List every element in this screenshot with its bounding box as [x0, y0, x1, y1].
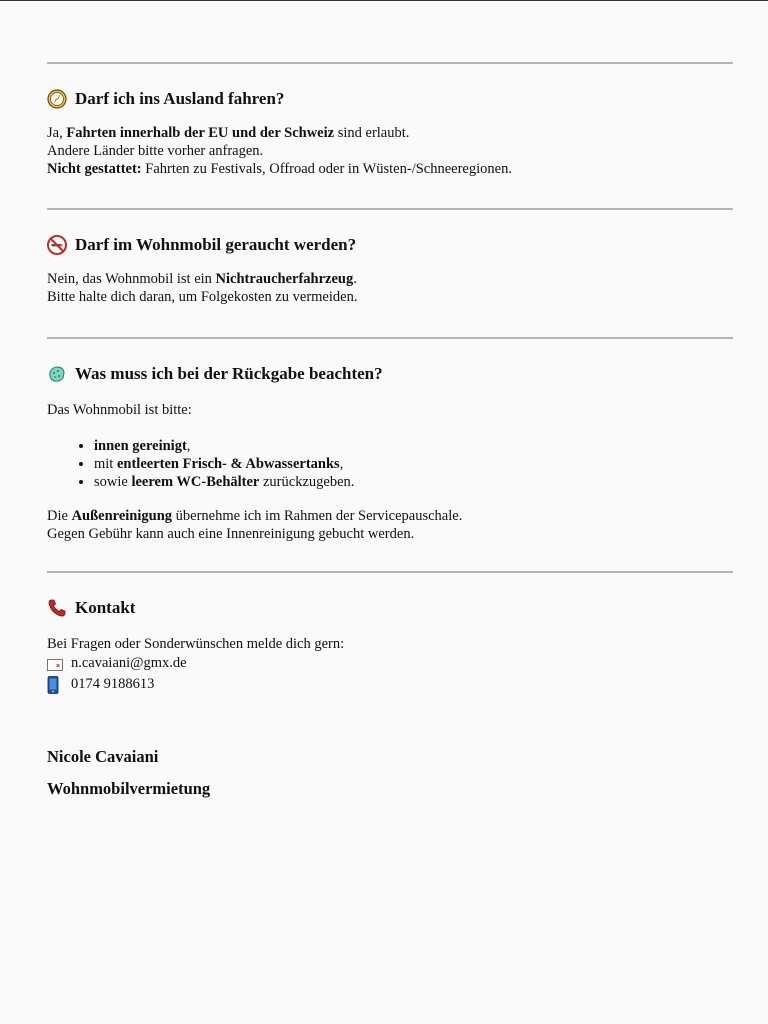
list-item: • sowie leerem WC-Behälter zurückzugeben. — [94, 473, 733, 491]
return-checklist — [47, 437, 733, 491]
paragraph: Nein, das Wohnmobil ist ein Nichtraucherfahrzeug. Bitte halte dich daran, um Folgekosten zu vermeiden. — [47, 271, 358, 305]
email-line — [47, 653, 733, 674]
signature — [47, 748, 733, 798]
paragraph: Die Außenreinigung übernehme ich im Rahmen der Servicepauschale. Gegen Gebühr kann auch eine Innenreinigung gebucht werden. — [47, 508, 463, 542]
section-kontakt — [47, 597, 733, 695]
section-heading — [47, 597, 733, 619]
section-title: Was muss ich bei der Rückgabe beachten? — [75, 364, 383, 383]
section-title: Darf ich ins Ausland fahren? — [75, 89, 285, 108]
compass-icon — [47, 89, 67, 109]
section-title: Darf im Wohnmobil geraucht werden? — [75, 235, 357, 254]
divider — [47, 337, 733, 339]
paragraph: Ja, Fahrten innerhalb der EU und der Schweiz sind erlaubt. Andere Länder bitte vorher anfragen. Nicht gestattet: Fahrten zu Festivals, Offroad oder in Wüsten-/Schneeregionen. — [47, 125, 512, 177]
mobile-phone-icon — [47, 676, 63, 694]
paragraph-intro: Bei Fragen oder Sonderwünschen melde dich gern: — [47, 636, 345, 652]
divider — [47, 571, 733, 573]
section-ausland — [47, 88, 733, 178]
section-rauchen — [47, 234, 733, 306]
paragraph-intro: Das Wohnmobil ist bitte: — [47, 402, 192, 418]
section-heading — [47, 234, 733, 256]
list-item: • mit entleerten Frisch- & Abwassertanks, — [94, 455, 733, 473]
envelope-icon — [47, 655, 63, 673]
no-smoking-icon — [47, 235, 67, 255]
section-heading — [47, 88, 733, 110]
list-item: • innen gereinigt, — [94, 437, 733, 455]
signature-name: Nicole Cavaiani — [47, 747, 159, 766]
section-rueckgabe — [47, 363, 733, 543]
phone-line — [47, 674, 733, 695]
sponge-icon — [47, 364, 67, 384]
top-border — [0, 0, 768, 1]
phone-number[interactable]: 0174 9188613 — [71, 676, 155, 692]
section-heading — [47, 363, 733, 385]
divider — [47, 208, 733, 210]
section-title: Kontakt — [75, 598, 136, 617]
telephone-receiver-icon — [47, 598, 67, 618]
email-address[interactable]: n.cavaiani@gmx.de — [71, 655, 187, 671]
divider — [47, 62, 733, 64]
signature-company: Wohnmobilvermietung — [47, 779, 211, 798]
